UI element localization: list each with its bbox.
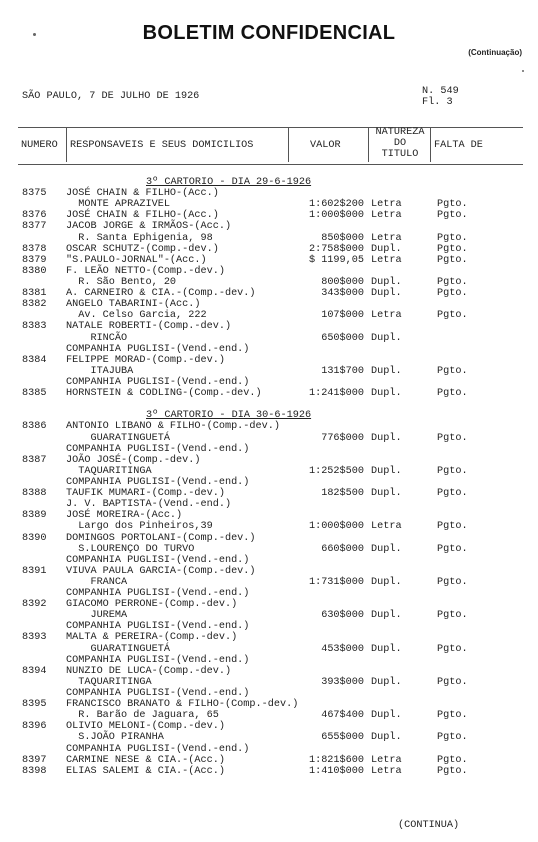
document-number: N. 549 bbox=[422, 86, 459, 97]
entry-responsible: R. São Bento, 20 bbox=[66, 276, 177, 288]
column-header-numero: NUMERO bbox=[21, 140, 58, 151]
entry-row bbox=[0, 334, 538, 345]
entry-row bbox=[0, 422, 538, 433]
entry-responsible: GUARATINGUETÁ bbox=[66, 432, 170, 444]
entry-falta: Pgto. bbox=[437, 576, 468, 588]
entry-falta: Pgto. bbox=[437, 643, 468, 655]
continua-label: (CONTINUA) bbox=[398, 820, 460, 831]
entry-responsible: COMPANHIA PUGLISI-(Vend.-end.) bbox=[66, 743, 250, 755]
entry-responsible: JOSÉ MOREIRA-(Acc.) bbox=[66, 510, 183, 522]
entry-number: 8396 bbox=[22, 721, 47, 733]
table-top-rule bbox=[18, 127, 523, 128]
entry-responsible: R. Santa Ephigenia, 98 bbox=[66, 232, 213, 244]
entry-responsible: ANTONIO LIBANO & FILHO-(Comp.-dev.) bbox=[66, 421, 280, 433]
entry-title-type: Letra bbox=[371, 310, 402, 322]
entry-responsible: ITAJUBA bbox=[66, 365, 134, 377]
entry-row bbox=[0, 322, 538, 333]
entry-title-type: Dupl. bbox=[371, 576, 402, 588]
entry-title-type: Letra bbox=[371, 754, 402, 766]
entry-responsible: JOSÉ CHAIN & FILHO-(Acc.) bbox=[66, 210, 219, 222]
entry-responsible: RINCÃO bbox=[66, 332, 128, 344]
entry-responsible: Av. Celso Garcia, 222 bbox=[66, 310, 207, 322]
entry-number: 8385 bbox=[22, 388, 47, 400]
section-title: 3º CARTORIO - DIA 29-6-1926 bbox=[146, 177, 312, 188]
entry-responsible: OSCAR SCHUTZ-(Comp.-dev.) bbox=[66, 243, 219, 255]
entry-responsible: COMPANHIA PUGLISI-(Vend.-end.) bbox=[66, 688, 250, 700]
entry-falta: Pgto. bbox=[437, 732, 468, 744]
entry-falta: Pgto. bbox=[437, 254, 468, 266]
entry-value: $ 1199,05 bbox=[308, 254, 364, 266]
entry-responsible: COMPANHIA PUGLISI-(Vend.-end.) bbox=[66, 476, 250, 488]
entry-number: 8382 bbox=[22, 299, 47, 311]
entry-responsible: F. LEÃO NETTO-(Comp.-dev.) bbox=[66, 265, 225, 277]
entry-responsible: VIUVA PAULA GARCIA-(Comp.-dev.) bbox=[66, 565, 256, 577]
entry-falta: Pgto. bbox=[437, 276, 468, 288]
entry-row bbox=[0, 389, 538, 400]
column-header-valor: VALOR bbox=[310, 140, 341, 151]
entry-value: 630$000 bbox=[321, 610, 364, 622]
entry-number: 8387 bbox=[22, 454, 47, 466]
entry-responsible: COMPANHIA PUGLISI-(Vend.-end.) bbox=[66, 554, 250, 566]
entry-title-type: Letra bbox=[371, 199, 402, 211]
entry-title-type: Dupl. bbox=[371, 676, 402, 688]
entry-responsible: MONTE APRAZIVEL bbox=[66, 199, 170, 211]
entry-title-type: Dupl. bbox=[371, 243, 402, 255]
entry-title-type: Dupl. bbox=[371, 332, 402, 344]
entry-responsible: COMPANHIA PUGLISI-(Vend.-end.) bbox=[66, 654, 250, 666]
entry-value: 776$000 bbox=[321, 432, 364, 444]
entry-falta: Pgto. bbox=[437, 365, 468, 377]
entry-value: 660$000 bbox=[321, 543, 364, 555]
entry-falta: Pgto. bbox=[437, 488, 468, 500]
entry-title-type: Dupl. bbox=[371, 710, 402, 722]
entry-falta: Pgto. bbox=[437, 521, 468, 533]
entry-value: 1:241$000 bbox=[308, 388, 364, 400]
entry-number: 8379 bbox=[22, 254, 47, 266]
entry-falta: Pgto. bbox=[437, 310, 468, 322]
entry-responsible: TAUFIK MUMARI-(Comp.-dev.) bbox=[66, 488, 225, 500]
entry-value: 655$000 bbox=[321, 732, 364, 744]
entries-list bbox=[0, 178, 538, 778]
column-divider bbox=[288, 128, 289, 162]
entry-number: 8398 bbox=[22, 765, 47, 777]
entry-falta: Pgto. bbox=[437, 232, 468, 244]
entry-number: 8386 bbox=[22, 421, 47, 433]
entry-value: 131$700 bbox=[321, 365, 364, 377]
entry-row bbox=[0, 534, 538, 545]
entry-number: 8392 bbox=[22, 599, 47, 611]
section-title: 3º CARTORIO - DIA 30-6-1926 bbox=[146, 410, 312, 422]
entry-responsible: COMPANHIA PUGLISI-(Vend.-end.) bbox=[66, 588, 250, 600]
entry-row bbox=[0, 522, 538, 533]
entry-title-type: Letra bbox=[371, 521, 402, 533]
entry-number: 8389 bbox=[22, 510, 47, 522]
entry-falta: Pgto. bbox=[437, 465, 468, 477]
entry-value: 2:758$000 bbox=[308, 243, 364, 255]
sheet-number: Fl. 3 bbox=[422, 97, 453, 108]
column-header-falta: FALTA DE bbox=[434, 140, 483, 151]
entry-number: 8394 bbox=[22, 665, 47, 677]
entry-responsible: JOSÉ CHAIN & FILHO-(Acc.) bbox=[66, 188, 219, 200]
entry-title-type: Dupl. bbox=[371, 732, 402, 744]
entry-value: 107$000 bbox=[321, 310, 364, 322]
entry-responsible: TAQUARITINGA bbox=[66, 676, 152, 688]
entry-responsible: DOMINGOS PORTOLANI-(Comp.-dev.) bbox=[66, 532, 256, 544]
entry-responsible: S.JOÃO PIRANHA bbox=[66, 732, 164, 744]
entry-falta: Pgto. bbox=[437, 710, 468, 722]
entry-row bbox=[0, 733, 538, 744]
entry-number: 8375 bbox=[22, 188, 47, 200]
entry-value: 343$000 bbox=[321, 288, 364, 300]
entry-title-type: Dupl. bbox=[371, 276, 402, 288]
entry-number: 8395 bbox=[22, 699, 47, 711]
entry-row bbox=[0, 767, 538, 778]
entry-title-type: Letra bbox=[371, 232, 402, 244]
entry-number: 8380 bbox=[22, 265, 47, 277]
entry-falta: Pgto. bbox=[437, 243, 468, 255]
entry-responsible: JACOB JORGE & IRMÃOS-(Acc.) bbox=[66, 221, 232, 233]
entry-responsible: S.LOURENÇO DO TURVO bbox=[66, 543, 195, 555]
entry-value: 1:000$000 bbox=[308, 210, 364, 222]
entry-responsible: COMPANHIA PUGLISI-(Vend.-end.) bbox=[66, 343, 250, 355]
entry-responsible: Largo dos Pinheiros,39 bbox=[66, 521, 213, 533]
entry-falta: Pgto. bbox=[437, 765, 468, 777]
entry-responsible: COMPANHIA PUGLISI-(Vend.-end.) bbox=[66, 621, 250, 633]
entry-responsible: OLIVIO MELONI-(Comp.-dev.) bbox=[66, 721, 225, 733]
entry-number: 8388 bbox=[22, 488, 47, 500]
entry-responsible: NATALE ROBERTI-(Comp.-dev.) bbox=[66, 321, 232, 333]
entry-number: 8381 bbox=[22, 288, 47, 300]
entry-responsible: TAQUARITINGA bbox=[66, 465, 152, 477]
entry-title-type: Letra bbox=[371, 765, 402, 777]
entry-responsible: FELIPPE MORAD-(Comp.-dev.) bbox=[66, 354, 225, 366]
entry-value: 1:000$000 bbox=[308, 521, 364, 533]
entry-responsible: JUREMA bbox=[66, 610, 128, 622]
entry-falta: Pgto. bbox=[437, 388, 468, 400]
entry-value: 1:821$600 bbox=[308, 754, 364, 766]
table-header-rule bbox=[18, 164, 523, 165]
ink-dot bbox=[522, 70, 524, 72]
entry-responsible: FRANCISCO BRANATO & FILHO-(Comp.-dev.) bbox=[66, 699, 299, 711]
entry-falta: Pgto. bbox=[437, 432, 468, 444]
entry-value: 182$500 bbox=[321, 488, 364, 500]
entry-responsible: FRANCA bbox=[66, 576, 128, 588]
entry-falta: Pgto. bbox=[437, 754, 468, 766]
entry-number: 8391 bbox=[22, 565, 47, 577]
entry-value: 1:252$500 bbox=[308, 465, 364, 477]
entry-number: 8383 bbox=[22, 321, 47, 333]
entry-row bbox=[0, 234, 538, 245]
entry-responsible: R. Barão de Jaguara, 65 bbox=[66, 710, 219, 722]
entry-responsible: COMPANHIA PUGLISI-(Vend.-end.) bbox=[66, 376, 250, 388]
entry-row bbox=[0, 633, 538, 644]
entry-falta: Pgto. bbox=[437, 199, 468, 211]
entry-title-type: Dupl. bbox=[371, 543, 402, 555]
entry-responsible: ANGELO TABARINI-(Acc.) bbox=[66, 299, 201, 311]
entry-title-type: Dupl. bbox=[371, 288, 402, 300]
column-header-responsaveis: RESPONSAVEIS E SEUS DOMICILIOS bbox=[70, 140, 254, 151]
entry-number: 8378 bbox=[22, 243, 47, 255]
entry-title-type: Letra bbox=[371, 210, 402, 222]
entry-responsible: CARMINE NESE & CIA.-(Acc.) bbox=[66, 754, 225, 766]
entry-falta: Pgto. bbox=[437, 610, 468, 622]
entry-responsible: GUARATINGUETÁ bbox=[66, 643, 170, 655]
entry-responsible: MALTA & PEREIRA-(Comp.-dev.) bbox=[66, 632, 238, 644]
column-header-natureza-line2: DO bbox=[393, 138, 407, 149]
entry-title-type: Dupl. bbox=[371, 388, 402, 400]
entry-falta: Pgto. bbox=[437, 210, 468, 222]
entry-responsible: HORNSTEIN & CODLING-(Comp.-dev.) bbox=[66, 388, 262, 400]
entry-number: 8384 bbox=[22, 354, 47, 366]
entry-responsible: NUNZIO DE LUCA-(Comp.-dev.) bbox=[66, 665, 232, 677]
continuation-label: (Continuação) bbox=[468, 48, 522, 57]
entry-value: 850$000 bbox=[321, 232, 364, 244]
entry-value: 1:602$200 bbox=[308, 199, 364, 211]
entry-value: 1:410$000 bbox=[308, 765, 364, 777]
column-divider bbox=[66, 128, 67, 162]
entry-number: 8390 bbox=[22, 532, 47, 544]
entry-value: 467$400 bbox=[321, 710, 364, 722]
entry-title-type: Letra bbox=[371, 254, 402, 266]
page-title: BOLETIM CONFIDENCIAL bbox=[142, 22, 396, 44]
entry-responsible: A. CARNEIRO & CIA.-(Comp.-dev.) bbox=[66, 288, 256, 300]
entry-value: 1:731$000 bbox=[308, 576, 364, 588]
entry-title-type: Dupl. bbox=[371, 432, 402, 444]
column-header-natureza-line1: NATUREZA bbox=[375, 127, 425, 138]
entry-row bbox=[0, 434, 538, 445]
entry-value: 453$000 bbox=[321, 643, 364, 655]
entry-title-type: Dupl. bbox=[371, 643, 402, 655]
entry-falta: Pgto. bbox=[437, 543, 468, 555]
entry-responsible: COMPANHIA PUGLISI-(Vend.-end.) bbox=[66, 443, 250, 455]
entry-value: 800$000 bbox=[321, 276, 364, 288]
entry-falta: Pgto. bbox=[437, 288, 468, 300]
entry-number: 8393 bbox=[22, 632, 47, 644]
entry-value: 650$000 bbox=[321, 332, 364, 344]
entry-number: 8397 bbox=[22, 754, 47, 766]
entry-responsible: ELIAS SALEMI & CIA.-(Acc.) bbox=[66, 765, 225, 777]
entry-responsible: "S.PAULO-JORNAL"-(Acc.) bbox=[66, 254, 207, 266]
entry-responsible: JOÃO JOSÉ-(Comp.-dev.) bbox=[66, 454, 201, 466]
entry-title-type: Dupl. bbox=[371, 465, 402, 477]
entry-title-type: Dupl. bbox=[371, 610, 402, 622]
entry-responsible: J. V. BAPTISTA-(Vend.-end.) bbox=[66, 499, 232, 511]
entry-row bbox=[0, 222, 538, 233]
entry-title-type: Dupl. bbox=[371, 488, 402, 500]
entry-value: 393$000 bbox=[321, 676, 364, 688]
place-date: SÃO PAULO, 7 DE JULHO DE 1926 bbox=[22, 91, 200, 102]
entry-number: 8377 bbox=[22, 221, 47, 233]
entry-falta: Pgto. bbox=[437, 676, 468, 688]
entry-title-type: Dupl. bbox=[371, 365, 402, 377]
entry-number: 8376 bbox=[22, 210, 47, 222]
column-header-natureza-line3: TITULO bbox=[381, 149, 419, 160]
entry-responsible: GIACOMO PERRONE-(Comp.-dev.) bbox=[66, 599, 238, 611]
